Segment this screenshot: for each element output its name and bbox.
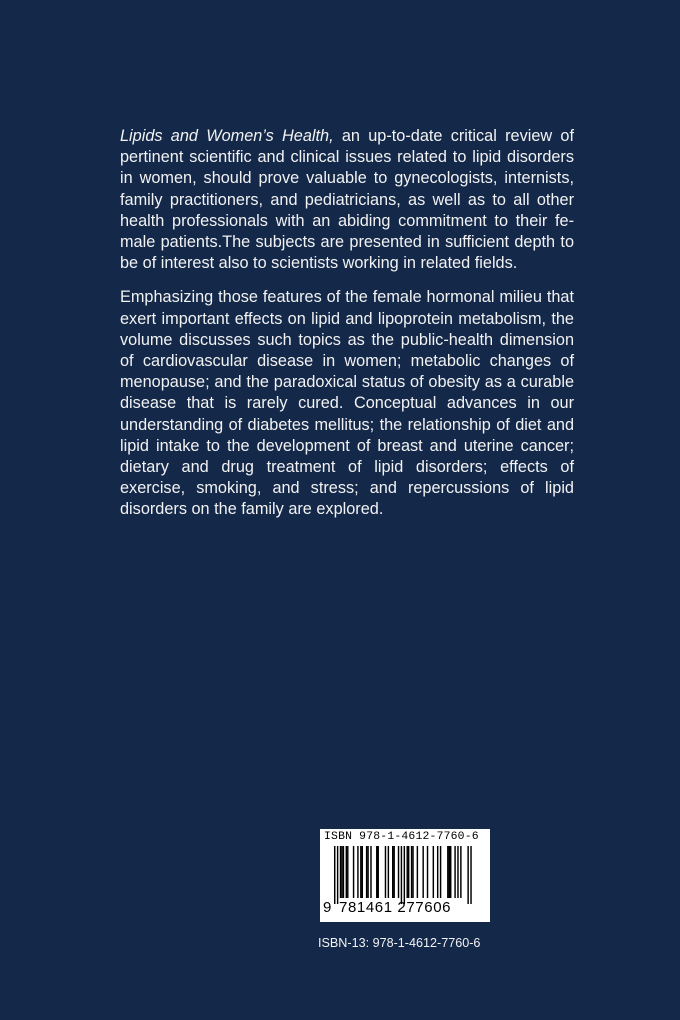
barcode-lead-digit: 9 xyxy=(323,899,332,916)
barcode-bars xyxy=(334,846,484,904)
barcode-bar xyxy=(437,846,438,898)
isbn-barcode xyxy=(320,829,490,922)
barcode-bar xyxy=(353,846,354,898)
barcode-bar xyxy=(347,846,348,898)
barcode-bar xyxy=(417,846,418,898)
barcode-bar xyxy=(357,846,358,898)
barcode-bar xyxy=(467,846,468,904)
barcode-bar xyxy=(440,846,441,898)
barcode-bar xyxy=(376,846,377,898)
barcode-bar xyxy=(388,846,389,898)
barcode-bar xyxy=(334,846,335,904)
barcode-bar xyxy=(401,846,402,904)
barcode-bar xyxy=(408,846,409,898)
cover-blurb xyxy=(120,126,574,534)
barcode-bar xyxy=(470,846,471,904)
barcode-bar xyxy=(427,846,428,898)
barcode-bar xyxy=(346,846,347,898)
barcode-bar xyxy=(366,846,367,898)
barcode-bar xyxy=(449,846,450,898)
barcode-bar xyxy=(422,846,423,898)
barcode-bar xyxy=(343,846,344,898)
barcode-bar xyxy=(385,846,386,898)
blurb-paragraph-1 xyxy=(120,126,574,274)
barcode-bar xyxy=(433,846,434,898)
barcode-digits: 781461 277606 xyxy=(339,899,452,916)
barcode-bar xyxy=(407,846,408,898)
barcode-bar xyxy=(404,846,405,904)
barcode-bar xyxy=(370,846,371,898)
barcode-bar xyxy=(378,846,379,898)
barcode-bar xyxy=(362,846,363,898)
barcode-bar xyxy=(341,846,342,898)
blurb-paragraph-1-text: an up-to-date critical review of pertinent scientific and clinical issues related to lipid disorders in women, should prove valuable to gynecologists, internists, family practitioners, and pediatricians, as well as to all other health professionals with an abiding commitment to their female patients.The subjects are presented in sufficient depth to be of interest also to scientists working in related fields. xyxy=(120,127,574,273)
isbn13-label: ISBN-13: 978-1-4612-7760-6 xyxy=(318,936,481,950)
barcode-bar xyxy=(340,846,341,898)
blurb-paragraph-2: Emphasizing those features of the female hormonal milieu that exert important effects on lipid and lipoprotein metabolism, the volume discusses such topics as the public-health dimension of cardiovascular disease in women; metabolic changes of menopause; and the paradoxical status of obesity as a curable disease that is rarely cured. Conceptual advances in our understanding of diabetes mellitus; the relationship of diet and lipid intake to the development of breast and uterine cancer; dietary and drug treatment of lipid disorders; effects of exercise, smoking, and stress; and repercussions of lipid disorders on the family are explored. xyxy=(120,288,574,519)
barcode-bar xyxy=(447,846,448,898)
barcode-bar xyxy=(392,846,393,898)
barcode-bar xyxy=(457,846,458,898)
barcode-bar xyxy=(412,846,413,898)
barcode-bar xyxy=(411,846,412,898)
barcode-bar xyxy=(454,846,455,898)
barcode-bar xyxy=(398,846,399,898)
barcode-isbn-label: ISBN 978-1-4612-7760-6 xyxy=(324,831,479,843)
barcode-bar xyxy=(360,846,361,898)
barcode-bar xyxy=(393,846,394,898)
barcode-bar xyxy=(450,846,451,898)
barcode-bar xyxy=(367,846,368,898)
book-title: Lipids and Women’s Health, xyxy=(120,127,334,145)
barcode-bar xyxy=(460,846,461,898)
barcode-bar xyxy=(337,846,338,904)
